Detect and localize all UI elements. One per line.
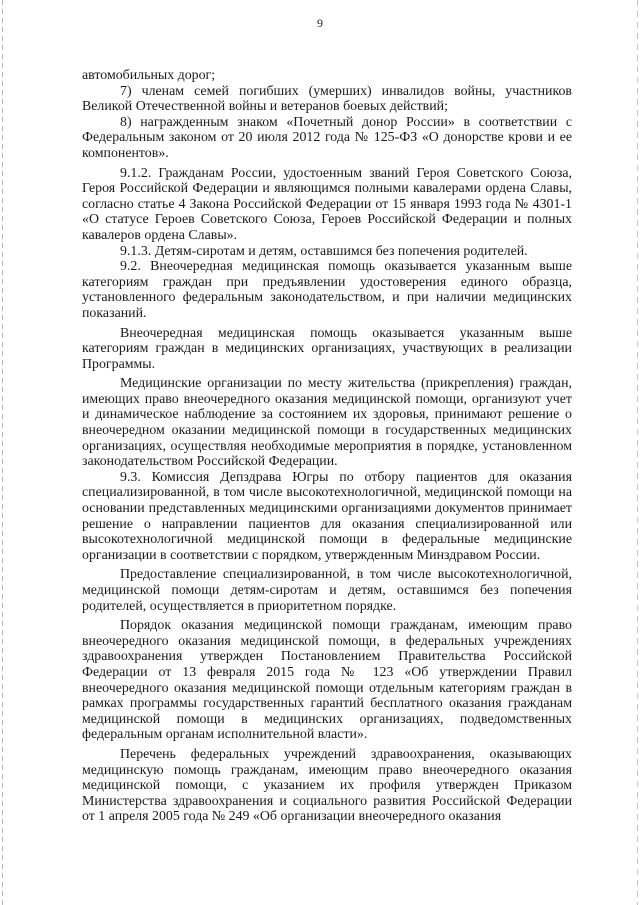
paragraph-item-7: 7) членам семей погибших (умерших) инвалидов войны, участников Великой Отечественной войны и ветеранов боевых действий; [82, 83, 572, 115]
paragraph-item-8: 8) награжденным знаком «Почетный донор России» в соответствии с Федеральным законом от 20 июля 2012 года № 125-ФЗ «О донорстве крови и ее компонентов». [82, 114, 572, 161]
paragraph-9-2-organizations: Медицинские организации по месту жительства (прикрепления) граждан, имеющих право внеочередного оказания медицинской помощи, организуют учет и динамическое наблюдение за состоянием их здоровья, принимают решение о внеочередном оказании медицинской помощи в государственных медицинских организациях, осуществляя необходимые мероприятия в порядке, установленном законодательством Российской Федерации. [82, 376, 572, 470]
paragraph-road-continuation: автомобильных дорог; [82, 68, 216, 83]
page-number: 9 [317, 16, 323, 30]
paragraph-9-3-orphans: Предоставление специализированной, в том числе высокотехнологичной, медицинской помощи детям-сиротам и детям, оставшимся без попечения родителей, осуществляется в приоритетном порядке. [82, 567, 572, 614]
paragraph-9-3-procedure: Порядок оказания медицинской помощи гражданам, имеющим право внеочередного оказания медицинской помощи, в федеральных учреждениях здравоохранения утвержден Постановлением Правительства Российской Федерации от 13 февраля 2015 года № 123 «Об утверждении Правил внеочередного оказания медицинской помощи отдельным категориям граждан в рамках программы государственных гарантий бесплатного оказания гражданам медицинской помощи в медицинских организациях, подведомственных федеральным органам исполнительной власти». [82, 618, 572, 743]
paragraph-9-3: 9.3. Комиссия Депздрава Югры по отбору пациентов для оказания специализированной, в том числе высокотехнологичной, медицинской помощи на основании представленных медицинскими организациями документов принимает решение о направлении пациентов для оказания специализированной или высокотехнологичной медицинской помощи в федеральные медицинские организации в соответствии с порядком, утвержденным Минздравом России. [82, 469, 572, 563]
body-text [82, 68, 572, 825]
paragraph-9-3-list: Перечень федеральных учреждений здравоохранения, оказывающих медицинскую помощь гражданам, имеющим право внеочередного оказания медицинской помощи, с указанием их профиля утвержден Приказом Министерства здравоохранения и социального развития Российской Федерации от 1 апреля 2005 года № 249 «Об организации внеочередного оказания [82, 746, 572, 825]
paragraph-9-1-3: 9.1.3. Детям-сиротам и детям, оставшимся без попечения родителей. [120, 243, 528, 259]
paragraph-9-2-programs: Внеочередная медицинская помощь оказывается указанным выше категориям граждан в медицинских организациях, участвующих в реализации Программы. [82, 325, 572, 372]
scan-edge-left [2, 0, 3, 905]
scan-edge-right [637, 0, 638, 905]
paragraph-9-2: 9.2. Внеочередная медицинская помощь оказывается указанным выше категориям граждан при предъявлении удостоверения единого образца, установленного федеральным законодательством, и при наличии медицинских показаний. [82, 259, 572, 321]
paragraph-9-1-2: 9.1.2. Гражданам России, удостоенным званий Героя Советского Союза, Героя Российской Федерации и являющимся полными кавалерами ордена Славы, согласно статье 4 Закона Российской Федерации от 15 января 1993 года № 4301-1 «О статусе Героев Советского Союза, Героев Российской Федерации и полных кавалеров ордена Славы». [82, 165, 572, 243]
